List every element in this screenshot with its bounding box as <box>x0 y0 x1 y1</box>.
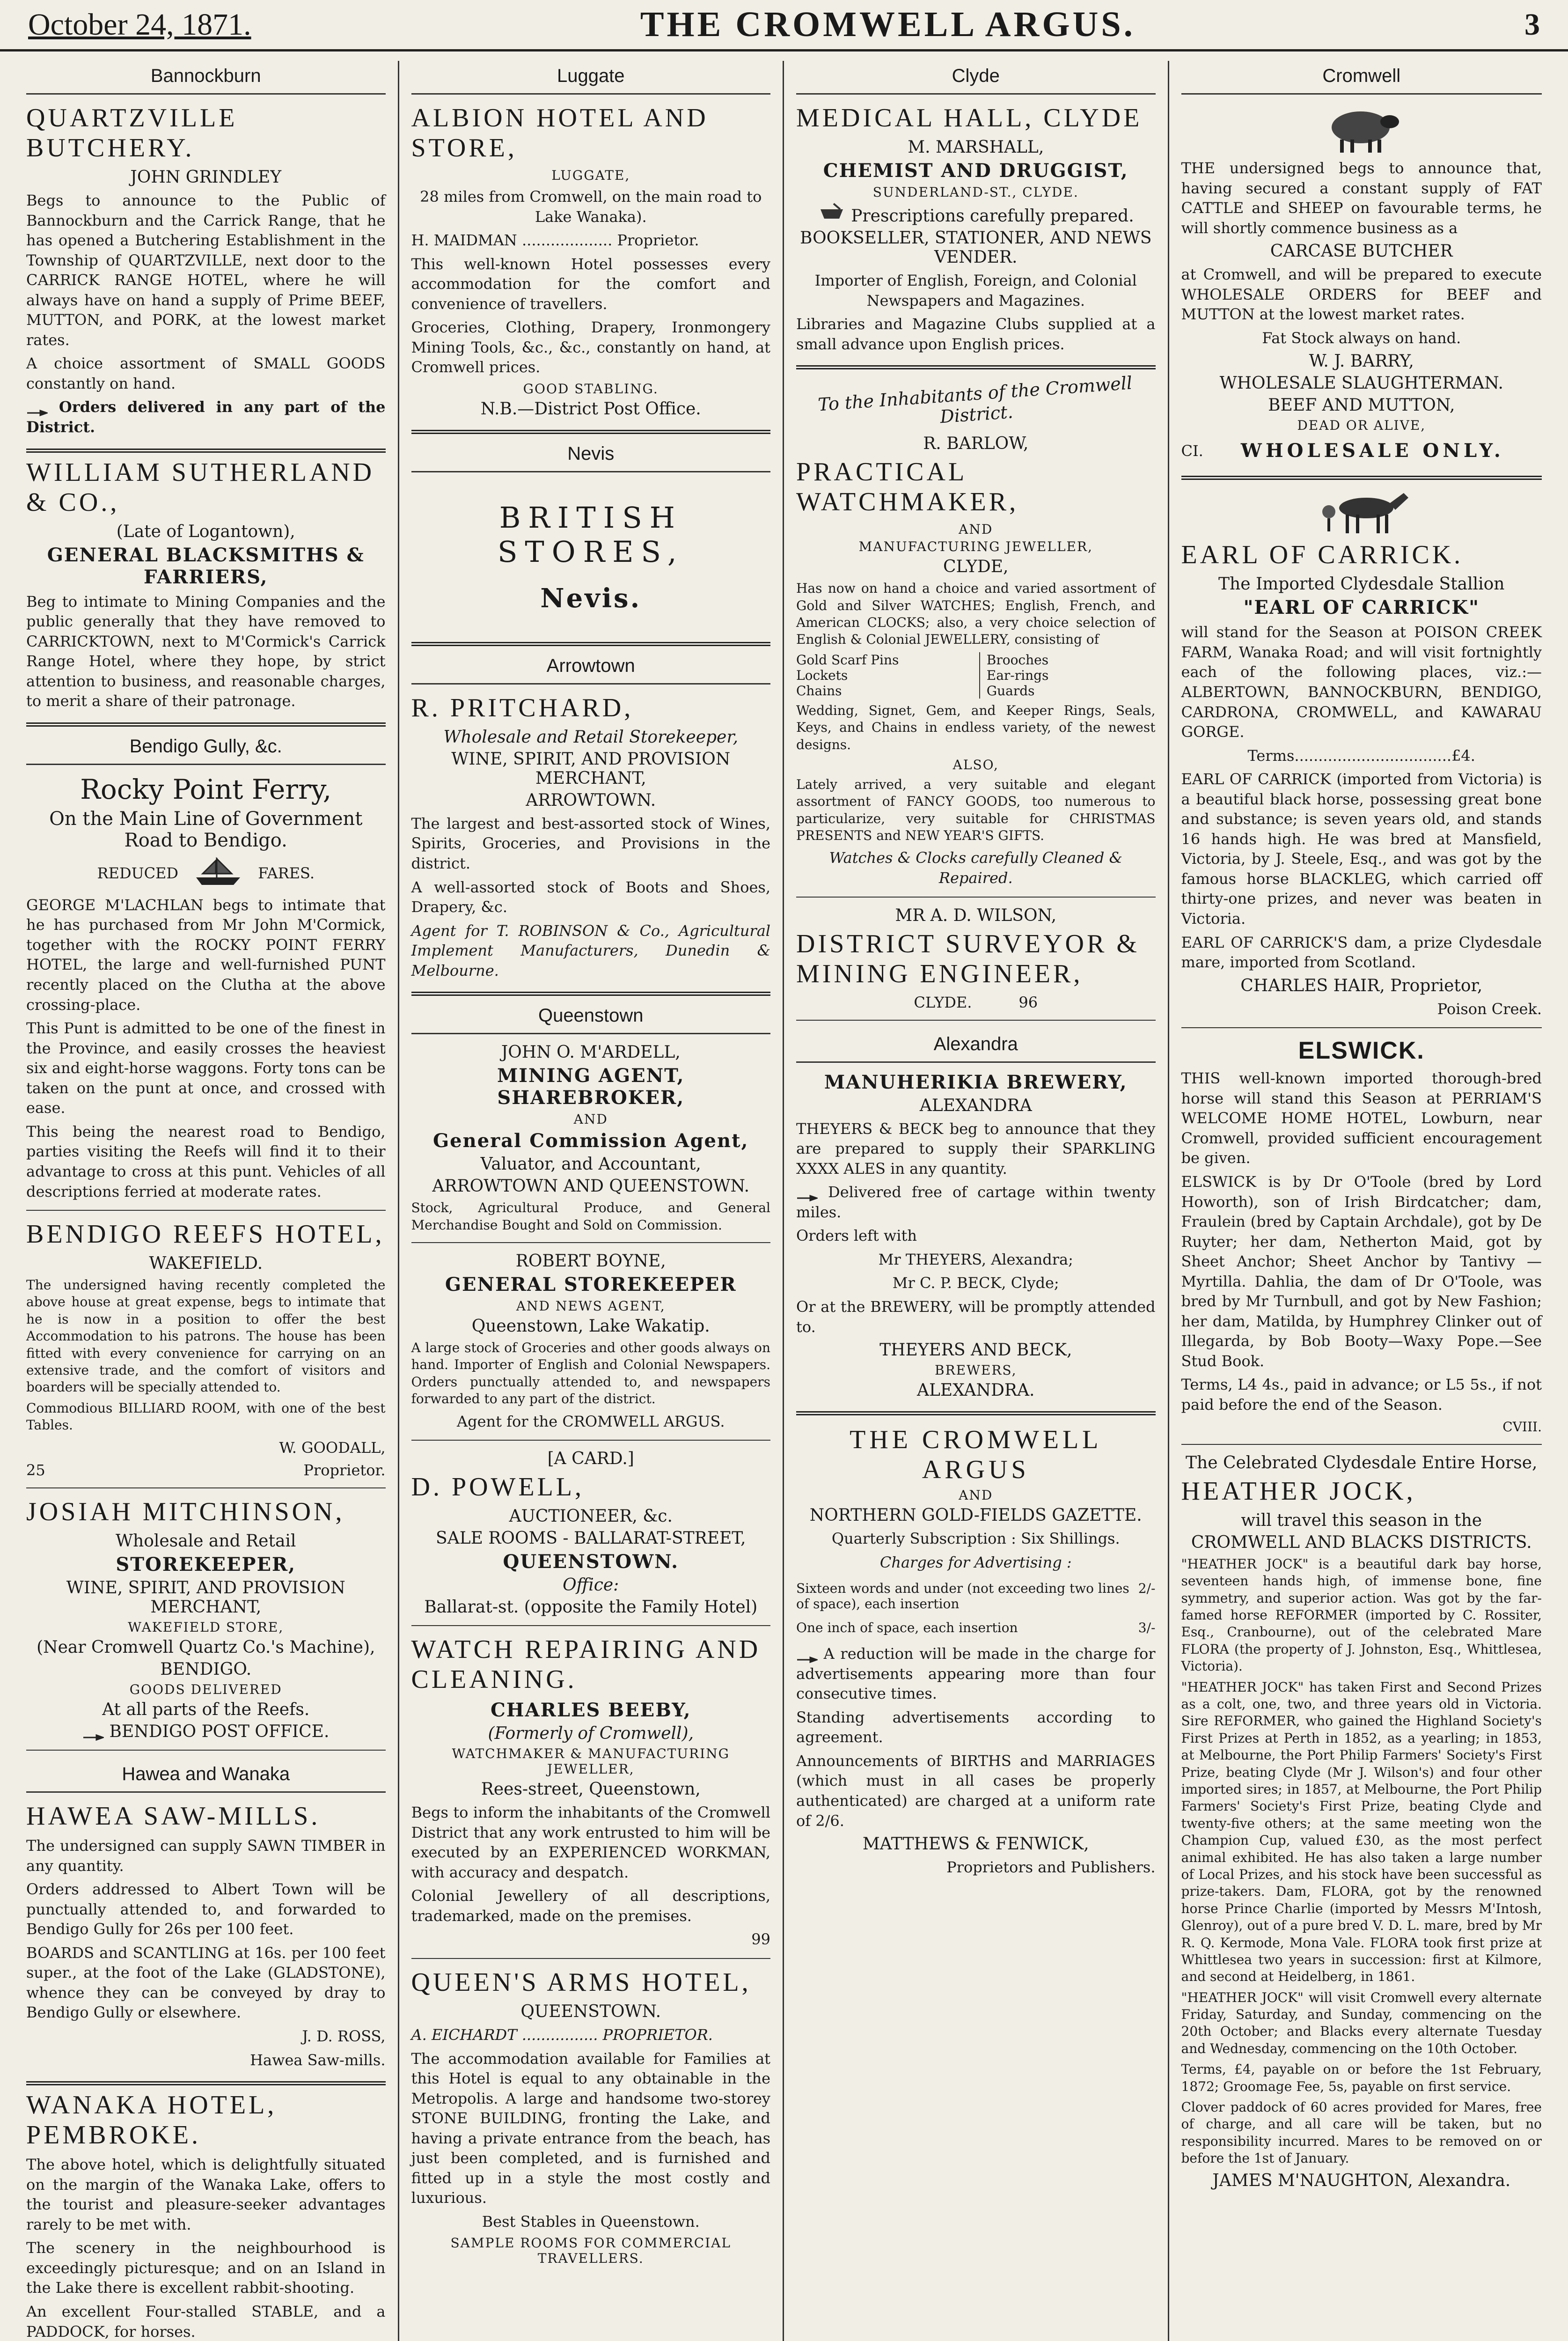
reefs-hotel-place: WAKEFIELD. <box>149 1254 263 1274</box>
pritchard-text: A well-assorted stock of Boots and Shoes, Drapery, &c. <box>411 878 770 916</box>
argus-charges-heading: Charges for Advertising : <box>879 1553 1072 1571</box>
ferry-fares: REDUCED FARES. <box>26 855 386 891</box>
divider <box>26 2081 386 2085</box>
powell-line: SALE ROOMS - BALLARAT-STREET, <box>436 1529 746 1548</box>
brewery-signature: THEYERS AND BECK, <box>879 1340 1072 1360</box>
section-nevis: Nevis <box>411 439 771 472</box>
column-3 <box>784 61 1169 2341</box>
barry-text: THE undersigned begs to announce that, having secured a constant supply of FAT CATTLE and SHEEP on favourable terms, he will shortly commence business as a <box>1181 159 1542 237</box>
brewery-text: Or at the BREWERY, will be promptly attended to. <box>796 1297 1156 1336</box>
barry-text: Fat Stock always on hand. <box>1262 329 1461 347</box>
mitchinson-postoffice: BENDIGO POST OFFICE. <box>26 1722 386 1741</box>
mitchinson-line: Wholesale and Retail <box>116 1531 296 1551</box>
ferry-text: This Punt is admitted to be one of the finest in the Province, and easily crosses the heaviest six and eight-horse waggons. Forty tons can be taken on the punt at once, and crossed with ease. <box>26 1019 386 1117</box>
divider <box>796 897 1156 898</box>
divider <box>26 1210 386 1211</box>
argus-text: Announcements of BIRTHS and MARRIAGES (which must in all cases be properly authenticated) are charged at a uniform rate of 2/6. <box>796 1752 1156 1830</box>
mitchinson-line: BENDIGO. <box>160 1660 252 1679</box>
section-alexandra: Alexandra <box>796 1029 1156 1063</box>
boyne-line: Queenstown, Lake Wakatip. <box>471 1317 710 1336</box>
quartzville-text: Begs to announce to the Public of Bannockburn and the Carrick Range, that he has opened a Butchering Establishment in the Township of QUARTZVILLE, next door to the CARRICK RANGE HOTEL, where he will always have on hand a supply of Prime BEEF, MUTTON, and PORK, at the lowest market rates. <box>26 191 386 349</box>
pointing-hand-icon <box>26 403 48 413</box>
section-hawea-wanaka: Hawea and Wanaka <box>26 1759 386 1793</box>
mcardell-text: Stock, Agricultural Produce, and General Merchandise Bought and Sold on Commission. <box>411 1200 770 1233</box>
ferry-title: Rocky Point Ferry, <box>80 773 332 805</box>
watch-repair-title: WATCH REPAIRING AND CLEANING. <box>411 1635 761 1694</box>
beeby-number: 99 <box>751 1930 770 1949</box>
queens-arms-text: SAMPLE ROOMS FOR COMMERCIAL TRAVELLERS. <box>450 2235 731 2267</box>
heather-jock-text: Clover paddock of 60 acres provided for Mares, free of charge, and all care will be taken, but no responsibility incurred. Mares to be removed on or before the 1st of January. <box>1181 2099 1542 2166</box>
mitchinson-line: At all parts of the Reefs. <box>102 1700 310 1720</box>
medical-hall-text: Importer of English, Foreign, and Colonial Newspapers and Magazines. <box>814 272 1137 309</box>
hawea-text: BOARDS and SCANTLING at 16s. per 100 feet super., at the foot of the Lake (GLADSTONE), whence they can be conveyed by dray to Bendigo Gully or elsewhere. <box>26 1943 386 2022</box>
barlow-title: PRACTICAL WATCHMAKER, <box>796 457 1019 517</box>
issue-date: October 24, 1871. <box>28 7 251 42</box>
carrick-line: The Imported Clydesdale Stallion <box>1218 574 1505 594</box>
reefs-hotel-footer: 25 Proprietor. <box>26 1461 386 1480</box>
list-item: Ear-rings <box>986 667 1049 683</box>
divider <box>411 992 771 996</box>
quartzville-text: A choice assortment of SMALL GOODS constantly on hand. <box>26 354 386 392</box>
medical-hall-line: SUNDERLAND-ST., CLYDE. <box>872 184 1079 200</box>
carrick-signature: CHARLES HAIR, Proprietor, <box>1240 976 1483 995</box>
beeby-line: WATCHMAKER & MANUFACTURING JEWELLER, <box>452 1746 730 1777</box>
divider <box>26 722 386 727</box>
heather-jock-text: "HEATHER JOCK" will visit Cromwell every alternate Friday, Saturday, and Sunday, commencing on the 20th October; and Blacks every alternate Tuesday and Wednesday, commencing on the 10th October. <box>1181 1989 1542 2056</box>
mortar-pestle-icon <box>818 206 851 226</box>
beeby-line: CHARLES BEEBY, <box>490 1699 691 1722</box>
brewery-title: MANUHERIKIA BREWERY, <box>824 1071 1128 1093</box>
pritchard-title: R. PRITCHARD, <box>411 693 634 722</box>
albion-stabling: GOOD STABLING. <box>523 381 659 397</box>
queens-arms-title: QUEEN'S ARMS HOTEL, <box>411 1968 751 1997</box>
sutherland-trade: GENERAL BLACKSMITHS & FARRIERS, <box>47 544 365 588</box>
mcardell-line: Valuator, and Accountant, <box>480 1155 701 1174</box>
british-stores-title: BRITISH STORES, <box>497 500 684 569</box>
brewery-signature: ALEXANDRA. <box>917 1381 1035 1400</box>
section-queenstown: Queenstown <box>411 1001 771 1034</box>
column-4 <box>1169 61 1554 2341</box>
heather-jock-signature: JAMES M'NAUGHTON, Alexandra. <box>1212 2171 1511 2190</box>
queens-arms-proprietor: A. EICHARDT ................ PROPRIETOR. <box>411 2026 713 2044</box>
heather-jock-line: CROMWELL AND BLACKS DISTRICTS. <box>1191 1532 1532 1552</box>
pritchard-line: Wholesale and Retail Storekeeper, <box>443 727 739 747</box>
argus-subscription: Quarterly Subscription : Six Shillings. <box>831 1530 1120 1548</box>
divider <box>411 1958 771 1959</box>
list-item: Brooches <box>986 652 1049 668</box>
argus-text: Standing advertisements according to agreement. <box>796 1708 1156 1746</box>
wanaka-text: The scenery in the neighbourhood is exceedingly picturesque; and on an Island in the Lake there is excellent rabbit-shooting. <box>26 2239 386 2297</box>
medical-hall-line: M. MARSHALL, <box>908 138 1044 157</box>
rate-row: Sixteen words and under (not exceeding two lines of space), each insertion 2/- <box>796 1581 1156 1612</box>
albion-text: 28 miles from Cromwell, on the main road to Lake Wanaka). <box>420 188 762 226</box>
wilson-footer: CLYDE. 96 <box>914 993 1038 1011</box>
divider <box>411 1242 771 1243</box>
section-arrowtown: Arrowtown <box>411 651 771 685</box>
mcardell-line: MINING AGENT, SHAREBROKER, <box>497 1065 685 1109</box>
divider <box>411 642 771 646</box>
albion-text: This well-known Hotel possesses every accommodation for the comfort and convenience of travellers. <box>411 255 770 313</box>
section-bendigo-gully: Bendigo Gully, &c. <box>26 731 386 765</box>
divider <box>411 430 771 434</box>
albion-text: Groceries, Clothing, Drapery, Ironmongery Mining Tools, &c., &c., constantly on hand, at Cromwell prices. <box>411 318 770 376</box>
argus-reduction: A reduction will be made in the charge for advertisements appearing more than four consecutive times. <box>796 1645 1156 1703</box>
reefs-hotel-title: BENDIGO REEFS HOTEL, <box>26 1220 385 1249</box>
divider <box>796 1411 1156 1415</box>
hawea-signature: J. D. ROSS, <box>302 2027 386 2046</box>
heather-jock-text: "HEATHER JOCK" has taken First and Second Prizes as a colt, one, two, and three years old in Victoria. Sire REFORMER, who gained the Highland Society's First Prizes at Perth in 1852, as a yearling; in 1853, at Melbourne, the Port Philip Farmers' Society's First Prize, beating Clyde (Mr J. Wilson's) and four other imported sires; in 1857, at Melbourne, the Port Philip Farmers' Society's First Prize, beating Clyde and twenty-five others; at the same meeting won the Champion Cup, valued £30, as the most perfect animal exhibited. He has also taken a large number of Local Prizes, and his stock have been successful as prize-takers. Dam, FLORA, got by the renowned horse Prince Charlie (imported by Messrs M'Intosh, Glenroy), out of a pure bred V. D. L. mare, bred by Mr R. Q. Kermode, Mona Vale. FLORA took first prize at Whittlesea two years in succession: first at Kilmore, and second at Heidelberg, in 1861. <box>1181 1679 1542 1985</box>
wanaka-text: The above hotel, which is delightfully situated on the margin of the Wanaka Lake, offers to the tourist and pleasure-seeker advantages rarely to be met with. <box>26 2156 386 2233</box>
section-bannockburn: Bannockburn <box>26 61 386 95</box>
barlow-line: AND <box>959 522 993 537</box>
medical-hall-line: BOOKSELLER, STATIONER, AND NEWS VENDER. <box>799 228 1152 267</box>
divider <box>26 1487 386 1488</box>
barlow-text: Watches & Clocks carefully Cleaned & Repaired. <box>829 849 1122 887</box>
elswick-title: ELSWICK. <box>1298 1037 1425 1065</box>
divider <box>796 1020 1156 1021</box>
elswick-number: CVIII. <box>1502 1419 1542 1435</box>
mcardell-line: ARROWTOWN AND QUEENSTOWN. <box>432 1177 750 1196</box>
albion-place: LUGGATE, <box>551 168 630 183</box>
hawea-text: The undersigned can supply SAWN TIMBER in any quantity. <box>26 1837 386 1875</box>
elswick-text: THIS well-known imported thorough-bred horse will stand this Season at PERRIAM'S WELCOME HOME HOTEL, Lowburn, near Cromwell, provided sufficient encouragement be given. <box>1181 1069 1542 1167</box>
hawea-signature: Hawea Saw-mills. <box>250 2051 386 2069</box>
argus-publishers: Proprietors and Publishers. <box>946 1858 1156 1877</box>
queens-arms-text: The accommodation available for Families at this Hotel is equal to any obtainable in the Metropolis. A large and handsome two-storey STONE BUILDING, fronting the Lake, and having a private entrance from the beach, has just been completed, and is furnished and fitted up in a style the most costly and luxurious. <box>411 2049 770 2207</box>
ferry-text: This being the nearest road to Bendigo, parties visiting the Reefs will find it to their advantage to cross at this punt. Vehicles of all descriptions ferried at moderate rates. <box>26 1122 386 1200</box>
powell-title: D. POWELL, <box>411 1472 585 1502</box>
barlow-jewellery-list <box>796 652 1156 699</box>
mitchinson-line: WINE, SPIRIT, AND PROVISION MERCHANT, <box>66 1578 345 1617</box>
albion-proprietor: H. MAIDMAN ................... Proprietor. <box>411 231 699 250</box>
powell-line: Ballarat-st. (opposite the Family Hotel) <box>424 1597 758 1617</box>
divider <box>1181 1444 1542 1445</box>
heather-jock-text: Terms, £4, payable on or before the 1st February, 1872; Groomage Fee, 5s, payable on first service. <box>1181 2061 1542 2094</box>
boyne-line: ROBERT BOYNE, <box>515 1251 666 1271</box>
carrick-text: EARL OF CARRICK'S dam, a prize Clydesdale mare, imported from Scotland. <box>1181 933 1542 972</box>
barlow-line: MANUFACTURING JEWELLER, <box>858 539 1093 555</box>
powell-line: Office: <box>563 1575 619 1595</box>
barry-line: BEEF AND MUTTON, <box>1268 396 1455 415</box>
pritchard-text: Agent for T. ROBINSON & Co., Agricultural Implement Manufacturers, Dunedin & Melbourne. <box>411 921 770 979</box>
mitchinson-line: STOREKEEPER, <box>116 1553 296 1576</box>
beeby-line: Rees-street, Queenstown, <box>481 1780 701 1799</box>
albion-nb: N.B.—District Post Office. <box>480 399 701 419</box>
sutherland-sub: (Late of Logantown), <box>116 522 295 541</box>
list-item: Gold Scarf Pins <box>796 652 899 668</box>
divider <box>26 1750 386 1751</box>
carrick-text: will stand for the Season at POISON CREEK FARM, Wanaka Road; and will visit fortnightly each of the following places, viz.:— ALBERTOWN, BANNOCKBURN, BENDIGO, CARDRONA, CROMWELL, and KAWARAU GORGE. <box>1181 623 1542 741</box>
column-2 <box>399 61 784 2341</box>
barry-line: W. J. BARRY, <box>1309 352 1414 371</box>
boyne-agent: Agent for the CROMWELL ARGUS. <box>456 1412 725 1430</box>
earl-of-carrick-title: EARL OF CARRICK. <box>1181 540 1464 570</box>
barry-text: at Cromwell, and will be prepared to execute WHOLESALE ORDERS for BEEF and MUTTON at the lowest market rates. <box>1181 265 1542 324</box>
mitchinson-line: GOODS DELIVERED <box>129 1682 282 1698</box>
divider <box>411 1440 771 1441</box>
medical-hall-line: Prescriptions carefully prepared. <box>796 203 1156 226</box>
wilson-title: DISTRICT SURVEYOR & MINING ENGINEER, <box>796 929 1140 988</box>
reefs-hotel-signature: W. GOODALL, <box>279 1438 386 1457</box>
list-item: Guards <box>986 683 1035 699</box>
column-1 <box>14 61 399 2341</box>
carrick-line: "EARL OF CARRICK" <box>1243 596 1480 619</box>
barry-line: WHOLESALE SLAUGHTERMAN. <box>1219 374 1503 393</box>
newspaper-title: THE CROMWELL ARGUS. <box>640 5 1136 44</box>
wanaka-text: An excellent Four-stalled STABLE, and a PADDOCK, for horses. <box>26 2302 386 2341</box>
medical-hall-line: CHEMIST AND DRUGGIST, <box>823 160 1128 182</box>
beeby-text: Begs to inform the inhabitants of the Cromwell District that any work entrusted to him will be executed by an EXPERIENCED WORKMAN, with accuracy and despatch. <box>411 1804 770 1881</box>
medical-hall-title: MEDICAL HALL, CLYDE <box>796 103 1143 133</box>
boyne-line: GENERAL STOREKEEPER <box>445 1274 737 1296</box>
pritchard-line: WINE, SPIRIT, AND PROVISION MERCHANT, <box>451 749 731 788</box>
divider <box>796 365 1156 369</box>
section-luggate: Luggate <box>411 61 771 95</box>
reefs-hotel-text: The undersigned having recently completed the above house at great expense, begs to intimate that he is now in a position to offer the best Accommodation to his patrons. The house has been fitted with every convenience for carrying on an extensive trade, and the comfort of visitors and boarders will be specially attended to. <box>26 1277 386 1395</box>
queens-arms-place: QUEENSTOWN. <box>520 2002 661 2022</box>
quartzville-title: QUARTZVILLE BUTCHERY. <box>26 103 238 162</box>
mcardell-line: General Commission Agent, <box>433 1130 749 1152</box>
barry-line: DEAD OR ALIVE, <box>1297 418 1426 434</box>
mitchinson-title: JOSIAH MITCHINSON, <box>26 1497 345 1527</box>
rate-row: One inch of space, each insertion 3/- <box>796 1620 1156 1636</box>
barlow-text: Wedding, Signet, Gem, and Keeper Rings, Seals, Keys, and Chains in endless variety, of the newest designs. <box>796 702 1156 752</box>
pritchard-text: The largest and best-assorted stock of Wines, Spirits, Groceries, and Provisions in the district. <box>411 814 770 873</box>
barlow-text: Lately arrived, a very suitable and elegant assortment of FANCY GOODS, too numerous to particularize, very suitable for CHRISTMAS PRESENTS and NEW YEAR'S GIFTS. <box>796 776 1156 844</box>
carrick-terms: Terms.................................£4. <box>1247 746 1475 765</box>
carrick-signature: Poison Creek. <box>1437 1000 1542 1018</box>
heather-jock-line: will travel this season in the <box>1241 1510 1482 1530</box>
masthead <box>0 0 1568 52</box>
page-number: 3 <box>1524 7 1540 42</box>
powell-line: AUCTIONEER, &c. <box>509 1507 673 1526</box>
divider <box>1181 1027 1542 1028</box>
mitchinson-line: (Near Cromwell Quartz Co.'s Machine), <box>37 1638 375 1657</box>
nevis-heading: Nevis. <box>540 582 642 614</box>
barlow-line: CLYDE, <box>943 557 1009 577</box>
elswick-text: ELSWICK is by Dr O'Toole (bred by Lord Howorth), son of Irish Birdcatcher; dam, Fraulein (bred by Captain Archdale), got by De Ruyter; her dam, Netherton Maid, got by Sheet Anchor; Sheet Anchor by Tantivy —Myrtilla. Dahlia, the dam of Dr O'Toole, was bred by Mr Turnbull, and got by New Fashion; her dam, Matilda, by Humphrey Clinker out of Illegarda, by Bob Booty—Waxy Pope.—See Stud Book. <box>1181 1172 1542 1370</box>
elswick-text: Terms, L4 4s., paid in advance; or L5 5s., if not paid before the end of the Season. <box>1181 1376 1542 1413</box>
pointing-hand-icon <box>796 1650 818 1660</box>
brewery-text: Mr THEYERS, Alexandra; <box>878 1250 1073 1268</box>
barry-footer: CI. WHOLESALE ONLY. <box>1181 440 1504 462</box>
quartzville-orders: Orders delivered in any part of the District. <box>26 398 386 436</box>
heather-jock-title: HEATHER JOCK, <box>1181 1476 1416 1506</box>
barry-text: CARCASE BUTCHER <box>1270 242 1453 261</box>
carrick-text: EARL OF CARRICK (imported from Victoria) is a beautiful black horse, possessing great bone and substance; is seven years old, and stands 16 hands high. He was bred at Mansfield, Victoria, by J. Steele, Esq., and was got by the famous horse BLACKLEG, which carried off thirty-one prizes, and never was beaten in Victoria. <box>1181 770 1542 928</box>
barlow-curved-heading: To the Inhabitants of the Cromwell District. <box>817 372 1133 427</box>
brewery-text: Mr C. P. BECK, Clyde; <box>892 1274 1059 1292</box>
queens-arms-text: Best Stables in Queenstown. <box>482 2212 700 2231</box>
sutherland-text: Beg to intimate to Mining Companies and the public generally that they have removed to CARRICKTOWN, next to M'Cormick's Carrick Range Hotel, where they hope, by strict attention to business, and reasonable charges, to merit a share of their patronage. <box>26 592 386 710</box>
section-clyde: Clyde <box>796 61 1156 95</box>
brewery-place: ALEXANDRA <box>919 1096 1032 1115</box>
pointing-hand-icon <box>82 1728 104 1738</box>
divider <box>411 1625 771 1626</box>
barlow-also: ALSO, <box>953 757 999 773</box>
powell-line: QUEENSTOWN. <box>503 1551 679 1573</box>
barlow-text: Has now on hand a choice and varied assortment of Gold and Silver WATCHES; English, French, and American CLOCKS; also, a very choice selection of English & Colonial JEWELLERY, consisting of <box>796 581 1156 648</box>
sheep-icon <box>1181 103 1542 155</box>
brewery-text: Orders left with <box>796 1227 917 1245</box>
pointing-hand-icon <box>796 1188 818 1199</box>
ferry-subtitle: On the Main Line of Government Road to Bendigo. <box>49 808 363 851</box>
divider <box>26 449 386 453</box>
hawea-text: Orders addressed to Albert Town will be punctually attended to, and forwarded to Bendigo Gully for 26s per 100 feet. <box>26 1880 386 1938</box>
card-label: [A CARD.] <box>547 1449 634 1469</box>
argus-title: THE CROMWELL ARGUS <box>850 1425 1102 1485</box>
mcardell-line: JOHN O. M'ARDELL, <box>501 1043 681 1062</box>
beeby-text: Colonial Jewellery of all descriptions, trademarked, made on the premises. <box>411 1887 770 1925</box>
quartzville-name: JOHN GRINDLEY <box>130 168 282 187</box>
columns <box>0 61 1568 2341</box>
mcardell-line: AND <box>573 1112 608 1127</box>
horse-icon <box>1181 485 1542 536</box>
section-cromwell: Cromwell <box>1181 61 1542 95</box>
mitchinson-line: WAKEFIELD STORE, <box>128 1620 284 1635</box>
albion-title: ALBION HOTEL AND STORE, <box>411 103 709 162</box>
brewery-signature: BREWERS, <box>935 1362 1017 1378</box>
list-item: Chains <box>796 683 842 699</box>
barlow-line: R. BARLOW, <box>923 434 1029 454</box>
ferry-text: GEORGE M'LACHLAN begs to intimate that he has purchased from Mr John M'Cormick, together with the ROCKY POINT FERRY HOTEL, the large and well-furnished PUNT recently placed on the Clutha at the above crossing-place. <box>26 896 386 1014</box>
divider <box>1181 476 1542 480</box>
hawea-title: HAWEA SAW-MILLS. <box>26 1802 321 1831</box>
wanaka-title: WANAKA HOTEL, PEMBROKE. <box>26 2091 277 2150</box>
wilson-line: MR A. D. WILSON, <box>895 905 1057 925</box>
argus-and: AND <box>959 1487 993 1503</box>
beeby-line: (Formerly of Cromwell), <box>488 1724 694 1744</box>
reefs-hotel-text: Commodious BILLIARD ROOM, with one of the best Tables. <box>26 1400 386 1433</box>
boyne-text: A large stock of Groceries and other goods always on hand. Importer of English and Colonial Newspapers. Orders punctually attended to, and newspapers forwarded to any part of the district. <box>411 1340 770 1407</box>
pritchard-line: ARROWTOWN. <box>526 790 656 810</box>
argus-signature: MATTHEWS & FENWICK, <box>862 1834 1089 1854</box>
ship-icon <box>192 855 244 891</box>
brewery-text: THEYERS & BECK beg to announce that they are prepared to supply their SPARKLING XXXX ALES in any quantity. <box>796 1119 1156 1178</box>
sutherland-title: WILLIAM SUTHERLAND & CO., <box>26 457 375 517</box>
heather-jock-text: "HEATHER JOCK" is a beautiful dark bay horse, seventeen hands high, of immense bone, fine symmetry, and superior action. Was got by the far-famed horse REFORMER (imported by C. Rossiter, Esq., Cranbourne), out of the celebrated Mare FLORA (the property of J. Johnston, Esq., Whittlesea, Victoria). <box>1181 1556 1542 1674</box>
boyne-line: AND NEWS AGENT, <box>516 1298 666 1314</box>
medical-hall-text: Libraries and Magazine Clubs supplied at a small advance upon English prices. <box>796 315 1156 353</box>
brewery-delivery: Delivered free of cartage within twenty miles. <box>796 1183 1156 1221</box>
heather-jock-pre: The Celebrated Clydesdale Entire Horse, <box>1186 1453 1538 1472</box>
argus-subtitle: NORTHERN GOLD-FIELDS GAZETTE. <box>809 1506 1142 1525</box>
list-item: Lockets <box>796 667 848 683</box>
